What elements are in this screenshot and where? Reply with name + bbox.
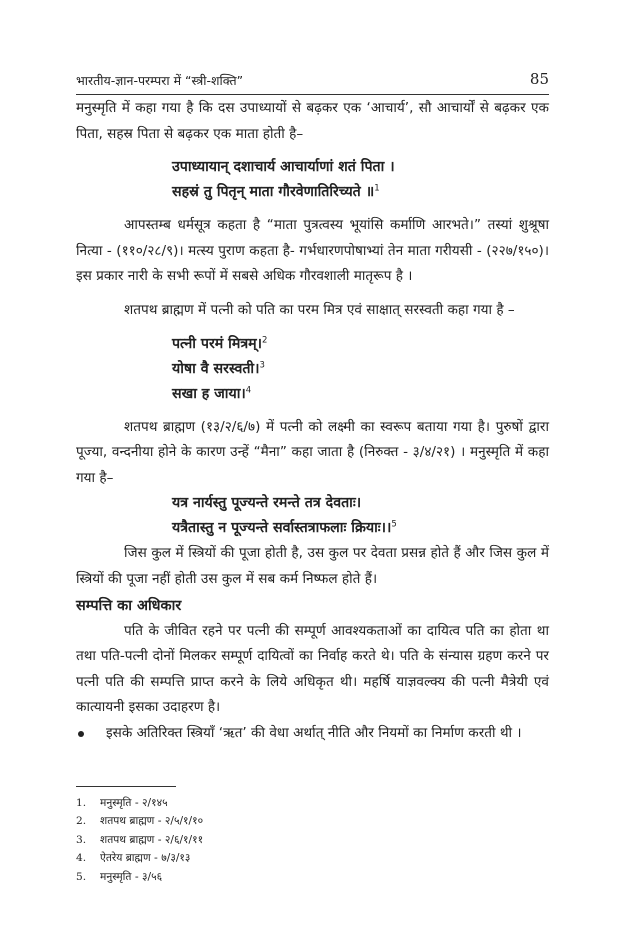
- bullet-item-text: इसके अतिरिक्त स्त्रियाँ ‘ऋत’ की वेधा अर्थात् नीति और नियमों का निर्माण करती थी ।: [106, 724, 522, 741]
- verse-2-line-2-text: योषा वै सरस्वती।: [172, 360, 260, 377]
- paragraph-2: आपस्तम्ब धर्मसूत्र कहता है “माता पुत्रत्वस्य भूयांसि कर्माणि आरभते।” तस्यां शुश्रूषा नित्या - (११०/२८/९)। मत्स्य पुराण कहता है- गर्भधारणपोषाभ्यां तेन माता गरीयसी - (२२७/१५०)। इस प्रकार नारी के सभी रूपों में सबसे अधिक गौरवशाली मातृरूप है ।: [76, 217, 550, 285]
- verse-2-line-3-text: सखा ह जाया।: [172, 385, 246, 402]
- paragraph-1: मनुस्मृति में कहा गया है कि दस उपाध्यायों से बढ़कर एक ‘आचार्य’, सौ आचार्यों से बढ़कर एक पिता, सहस्र पिता से बढ़कर एक माता होती है–: [76, 100, 549, 142]
- footnote-item: [76, 849, 476, 867]
- footnote-number: 3.: [76, 833, 87, 846]
- footnote-item: [76, 868, 476, 886]
- paragraph-3: शतपथ ब्राह्मण में पत्नी को पति का परम मित्र एवं साक्षात् सरस्वती कहा गया है –: [124, 301, 515, 318]
- verse-2-line-1-text: पत्नी परमं मित्रम्।: [172, 335, 263, 352]
- footnote-ref-5: 5: [391, 519, 397, 530]
- verse-3-line-1: यत्र नार्यस्तु पूज्यन्ते रमन्ते तत्र देवताः।: [172, 495, 362, 512]
- footnote-text: शतपथ ब्राह्मण - २/५/१/१०: [100, 815, 204, 828]
- footnote-text: ऐतरेय ब्राह्मण - ७/३/१३: [100, 852, 191, 865]
- verse-3-line-2-text: यत्रैतास्तु न पूज्यन्ते सर्वास्तत्राफलाः क्रियाः।।: [172, 520, 392, 537]
- verse-1-line-1: उपाध्यायान् दशाचार्य आचार्याणां शतं पिता ।: [172, 159, 395, 176]
- footnote-ref-4: 4: [245, 384, 252, 395]
- footnote-text: शतपथ ब्राह्मण - २/६/१/११: [100, 833, 204, 846]
- running-header: [76, 70, 549, 95]
- paragraph-4: शतपथ ब्राह्मण (१३/२/६/७) में पत्नी को लक्ष्मी का स्वरूप बताया गया है। पुरुषों द्वारा पूज्या, वन्दनीया होने के कारण उन्हें “मैना” कहा जाता है (निरुक्त - ३/४/२१) । मनुस्मृति में कहा गया है–: [76, 418, 549, 486]
- footnote-ref-1: 1: [374, 183, 380, 194]
- section-heading: सम्पत्ति का अधिकार: [76, 597, 182, 614]
- footnote-number: 2.: [76, 815, 87, 828]
- footnote-item: [76, 812, 476, 830]
- page-body: [76, 96, 549, 747]
- footnote-item: [76, 794, 476, 812]
- verse-1-line-2: [76, 180, 549, 205]
- footnote-ref-2: 2: [262, 334, 268, 345]
- footnote-number: 5.: [76, 870, 87, 883]
- verse-1-line-2-text: सहस्रं तु पितृन् माता गौरवेणातिरिच्यते ॥: [172, 184, 375, 201]
- verse-3-line-2: [76, 516, 549, 541]
- bullet-dot-icon: [78, 731, 84, 737]
- verse-2-line-3: [76, 382, 549, 407]
- page-number: 85: [529, 70, 549, 88]
- footnote-number: 4.: [76, 852, 87, 865]
- paragraph-6: पति के जीवित रहने पर पत्नी की सम्पूर्ण आवश्यकताओं का दायित्व पति का होता था तथा पति-पत्नी दोनों मिलकर सम्पूर्ण दायित्वों का निर्वाह करते थे। पति के संन्यास ग्रहण करने पर पत्नी पति की सम्पत्ति प्राप्त करने के लिये अधिकृत थी। महर्षि याज्ञवल्क्य की पत्नी मैत्रेयी एवं कात्यायनी इसका उदाहरण है।: [76, 622, 549, 716]
- paragraph-5: जिस कुल में स्त्रियों की पूजा होती है, उस कुल पर देवता प्रसन्न होते हैं और जिस कुल में स्त्रियों की पूजा नहीं होती उस कुल में सब कर्म निष्फल होते हैं।: [76, 545, 549, 587]
- running-title: भारतीय-ज्ञान-परम्परा में “स्त्री-शक्ति”: [76, 73, 244, 88]
- footnote-divider: [76, 786, 176, 787]
- footnote-ref-3: 3: [259, 359, 265, 370]
- footnotes: [76, 794, 476, 886]
- footnote-text: मनुस्मृति - ३/५६: [100, 870, 163, 883]
- footnote-item: [76, 831, 476, 849]
- verse-2-line-2: [76, 357, 549, 382]
- footnote-number: 1.: [76, 797, 87, 809]
- verse-2-line-1: [76, 332, 549, 357]
- bullet-item: [76, 721, 549, 747]
- footnote-text: मनुस्मृति - २/१४५: [100, 797, 168, 809]
